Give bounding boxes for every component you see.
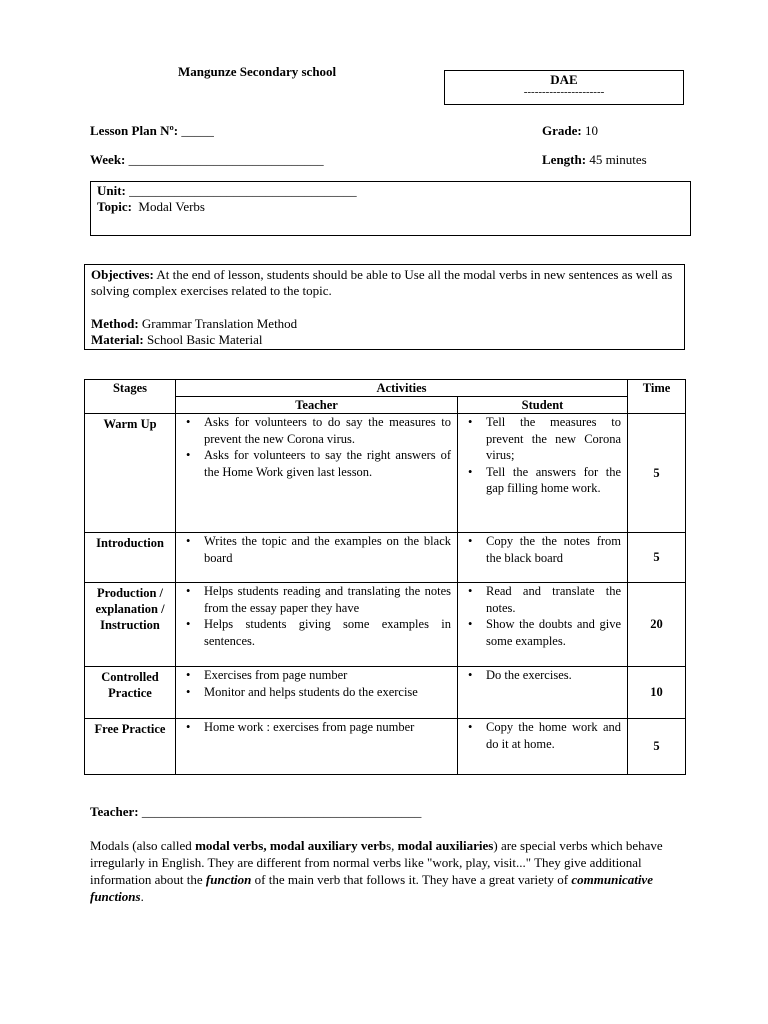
bullet-icon: • <box>468 668 473 682</box>
teacher-activity-text: Exercises from page number <box>204 668 348 682</box>
paragraph-bold-term: modal auxiliaries <box>397 838 494 853</box>
unit-label: Unit: <box>97 183 126 198</box>
table-row <box>85 414 686 533</box>
school-name: Mangunze Secondary school <box>178 64 337 79</box>
teacher-activity-cell <box>176 414 458 533</box>
list-item <box>186 616 451 649</box>
teacher-blank: ___________________________________________ <box>141 804 422 819</box>
topic-label: Topic: <box>97 199 132 214</box>
paragraph-text: . <box>140 889 144 904</box>
material-label: Material: <box>91 332 144 347</box>
week-label: Week: <box>90 152 126 167</box>
table-row <box>85 533 686 583</box>
teacher-activity-text: Asks for volunteers to do say the measures to prevent the new Corona virus. <box>204 415 451 446</box>
teacher-label: Teacher: <box>90 804 139 819</box>
paragraph-text: s, <box>386 838 398 853</box>
method-value: Grammar Translation Method <box>141 316 298 331</box>
teacher-activity-cell <box>176 533 458 583</box>
length <box>542 152 647 168</box>
list-item <box>468 719 622 752</box>
topic-value: Modal Verbs <box>138 199 205 214</box>
teacher-activity-text: Home work : exercises from page number <box>204 720 415 734</box>
teacher-activity-list <box>182 414 451 480</box>
topic-row <box>97 199 684 215</box>
bullet-icon: • <box>186 684 191 699</box>
header-student: Student <box>458 397 628 414</box>
bullet-icon: • <box>468 720 473 734</box>
bullet-icon: • <box>186 415 191 429</box>
dae-box <box>444 70 684 105</box>
student-activity-list <box>464 667 621 684</box>
teacher-activity-text: Asks for volunteers to say the right answers of the Home Work given last lesson. <box>204 448 451 479</box>
teacher-activity-text: Monitor and helps students do the exercise <box>204 684 418 699</box>
lesson-plan-table <box>84 379 686 775</box>
list-item <box>186 719 451 736</box>
teacher-activity-list <box>182 667 451 700</box>
header-teacher: Teacher <box>176 397 458 414</box>
time-cell: 5 <box>628 719 686 775</box>
week-blank: ______________________________ <box>128 152 324 167</box>
objectives-row <box>91 267 678 299</box>
bullet-icon: • <box>186 584 191 598</box>
list-item <box>468 616 622 649</box>
grade-label: Grade: <box>542 123 582 138</box>
bullet-icon: • <box>468 415 473 429</box>
dae-line: ---------------------- <box>523 86 605 98</box>
paragraph-bold-italic-term: communicative functions <box>90 872 653 904</box>
teacher-activity-text: Helps students giving some examples in sentences. <box>204 617 451 648</box>
bullet-icon: • <box>468 534 473 548</box>
bullet-icon: • <box>468 617 473 631</box>
objectives-box <box>84 264 685 350</box>
stage-cell: Free Practice <box>85 719 176 775</box>
student-activity-list <box>464 533 621 566</box>
method-row <box>91 316 678 332</box>
list-item <box>468 464 622 497</box>
bullet-icon: • <box>186 668 191 682</box>
student-activity-cell <box>458 719 628 775</box>
bullet-icon: • <box>186 448 191 462</box>
student-activity-text: Tell the answers for the gap filling home work. <box>486 464 622 495</box>
paragraph-text: ) are special verbs which behave irregularly in English. They are different from normal verbs like "work, play, visit..." They give additional information about the <box>90 838 663 887</box>
student-activity-cell <box>458 583 628 667</box>
teacher-activity-cell <box>176 667 458 719</box>
list-item <box>186 414 451 447</box>
student-activity-text: Show the doubts and give some examples. <box>486 617 622 648</box>
unit-blank: ___________________________________ <box>129 183 357 198</box>
paragraph-text: of the main verb that follows it. They have a great variety of <box>251 872 572 887</box>
stage-cell: Production / explanation / Instruction <box>85 583 176 667</box>
objectives-label: Objectives: <box>91 267 154 282</box>
grade <box>542 123 598 139</box>
header-stages: Stages <box>85 380 176 414</box>
unit-box <box>90 181 691 236</box>
material-row <box>91 332 678 348</box>
list-item <box>468 667 621 684</box>
table-row <box>85 667 686 719</box>
table-row <box>85 719 686 775</box>
student-activity-text: Copy the the notes from the black board <box>486 534 622 565</box>
material-value: School Basic Material <box>146 332 263 347</box>
dae-label: DAE <box>550 72 578 87</box>
teacher-activity-list <box>182 583 451 649</box>
table-row <box>85 583 686 667</box>
week <box>90 152 324 168</box>
header-activities: Activities <box>176 380 628 397</box>
student-activity-text: Tell the measures to prevent the new Corona virus; <box>486 415 622 462</box>
length-value: 45 minutes <box>589 152 647 167</box>
bullet-icon: • <box>468 584 473 598</box>
teacher-activity-cell <box>176 719 458 775</box>
list-item <box>186 583 451 616</box>
list-item <box>186 667 451 684</box>
bullet-icon: • <box>186 720 191 734</box>
objectives-text: At the end of lesson, students should be able to Use all the modal verbs in new sentences as well as solving complex exercises related to the topic. <box>91 267 673 298</box>
list-item <box>468 583 622 616</box>
header-time: Time <box>628 380 686 414</box>
lesson-plan-label: Lesson Plan Nº: <box>90 123 179 138</box>
lesson-plan-blank: _____ <box>181 123 214 138</box>
teacher-activity-list <box>182 719 451 736</box>
list-item <box>186 684 451 701</box>
modals-paragraph <box>90 837 690 905</box>
list-item <box>186 533 451 566</box>
lesson-plan-number <box>90 123 214 139</box>
list-item <box>468 414 622 464</box>
time-cell: 5 <box>628 533 686 583</box>
bullet-icon: • <box>186 534 191 548</box>
length-label: Length: <box>542 152 587 167</box>
method-label: Method: <box>91 316 139 331</box>
student-activity-cell <box>458 667 628 719</box>
student-activity-text: Do the exercises. <box>486 668 572 682</box>
stage-cell: Warm Up <box>85 414 176 533</box>
paragraph-text: Modals (also called <box>90 838 196 853</box>
teacher-activity-text: Writes the topic and the examples on the black board <box>204 534 451 565</box>
student-activity-list <box>464 583 621 649</box>
student-activity-text: Read and translate the notes. <box>486 584 622 615</box>
teacher-activity-cell <box>176 583 458 667</box>
stage-cell: Controlled Practice <box>85 667 176 719</box>
stage-cell: Introduction <box>85 533 176 583</box>
time-cell: 5 <box>628 414 686 533</box>
list-item <box>186 447 451 480</box>
teacher-signature-line <box>90 804 421 820</box>
student-activity-cell <box>458 414 628 533</box>
paragraph-bold-italic-term: function <box>205 872 252 887</box>
teacher-activity-text: Helps students reading and translating the notes from the essay paper they have <box>204 584 451 615</box>
teacher-activity-list <box>182 533 451 566</box>
student-activity-text: Copy the home work and do it at home. <box>486 720 622 751</box>
paragraph-bold-term: modal verbs, modal auxiliary verb <box>195 838 387 853</box>
unit-row <box>97 183 684 199</box>
list-item <box>468 533 622 566</box>
time-cell: 20 <box>628 583 686 667</box>
student-activity-cell <box>458 533 628 583</box>
time-cell: 10 <box>628 667 686 719</box>
grade-value: 10 <box>584 123 598 138</box>
student-activity-list <box>464 414 621 497</box>
bullet-icon: • <box>468 464 473 479</box>
bullet-icon: • <box>186 617 191 631</box>
student-activity-list <box>464 719 621 752</box>
